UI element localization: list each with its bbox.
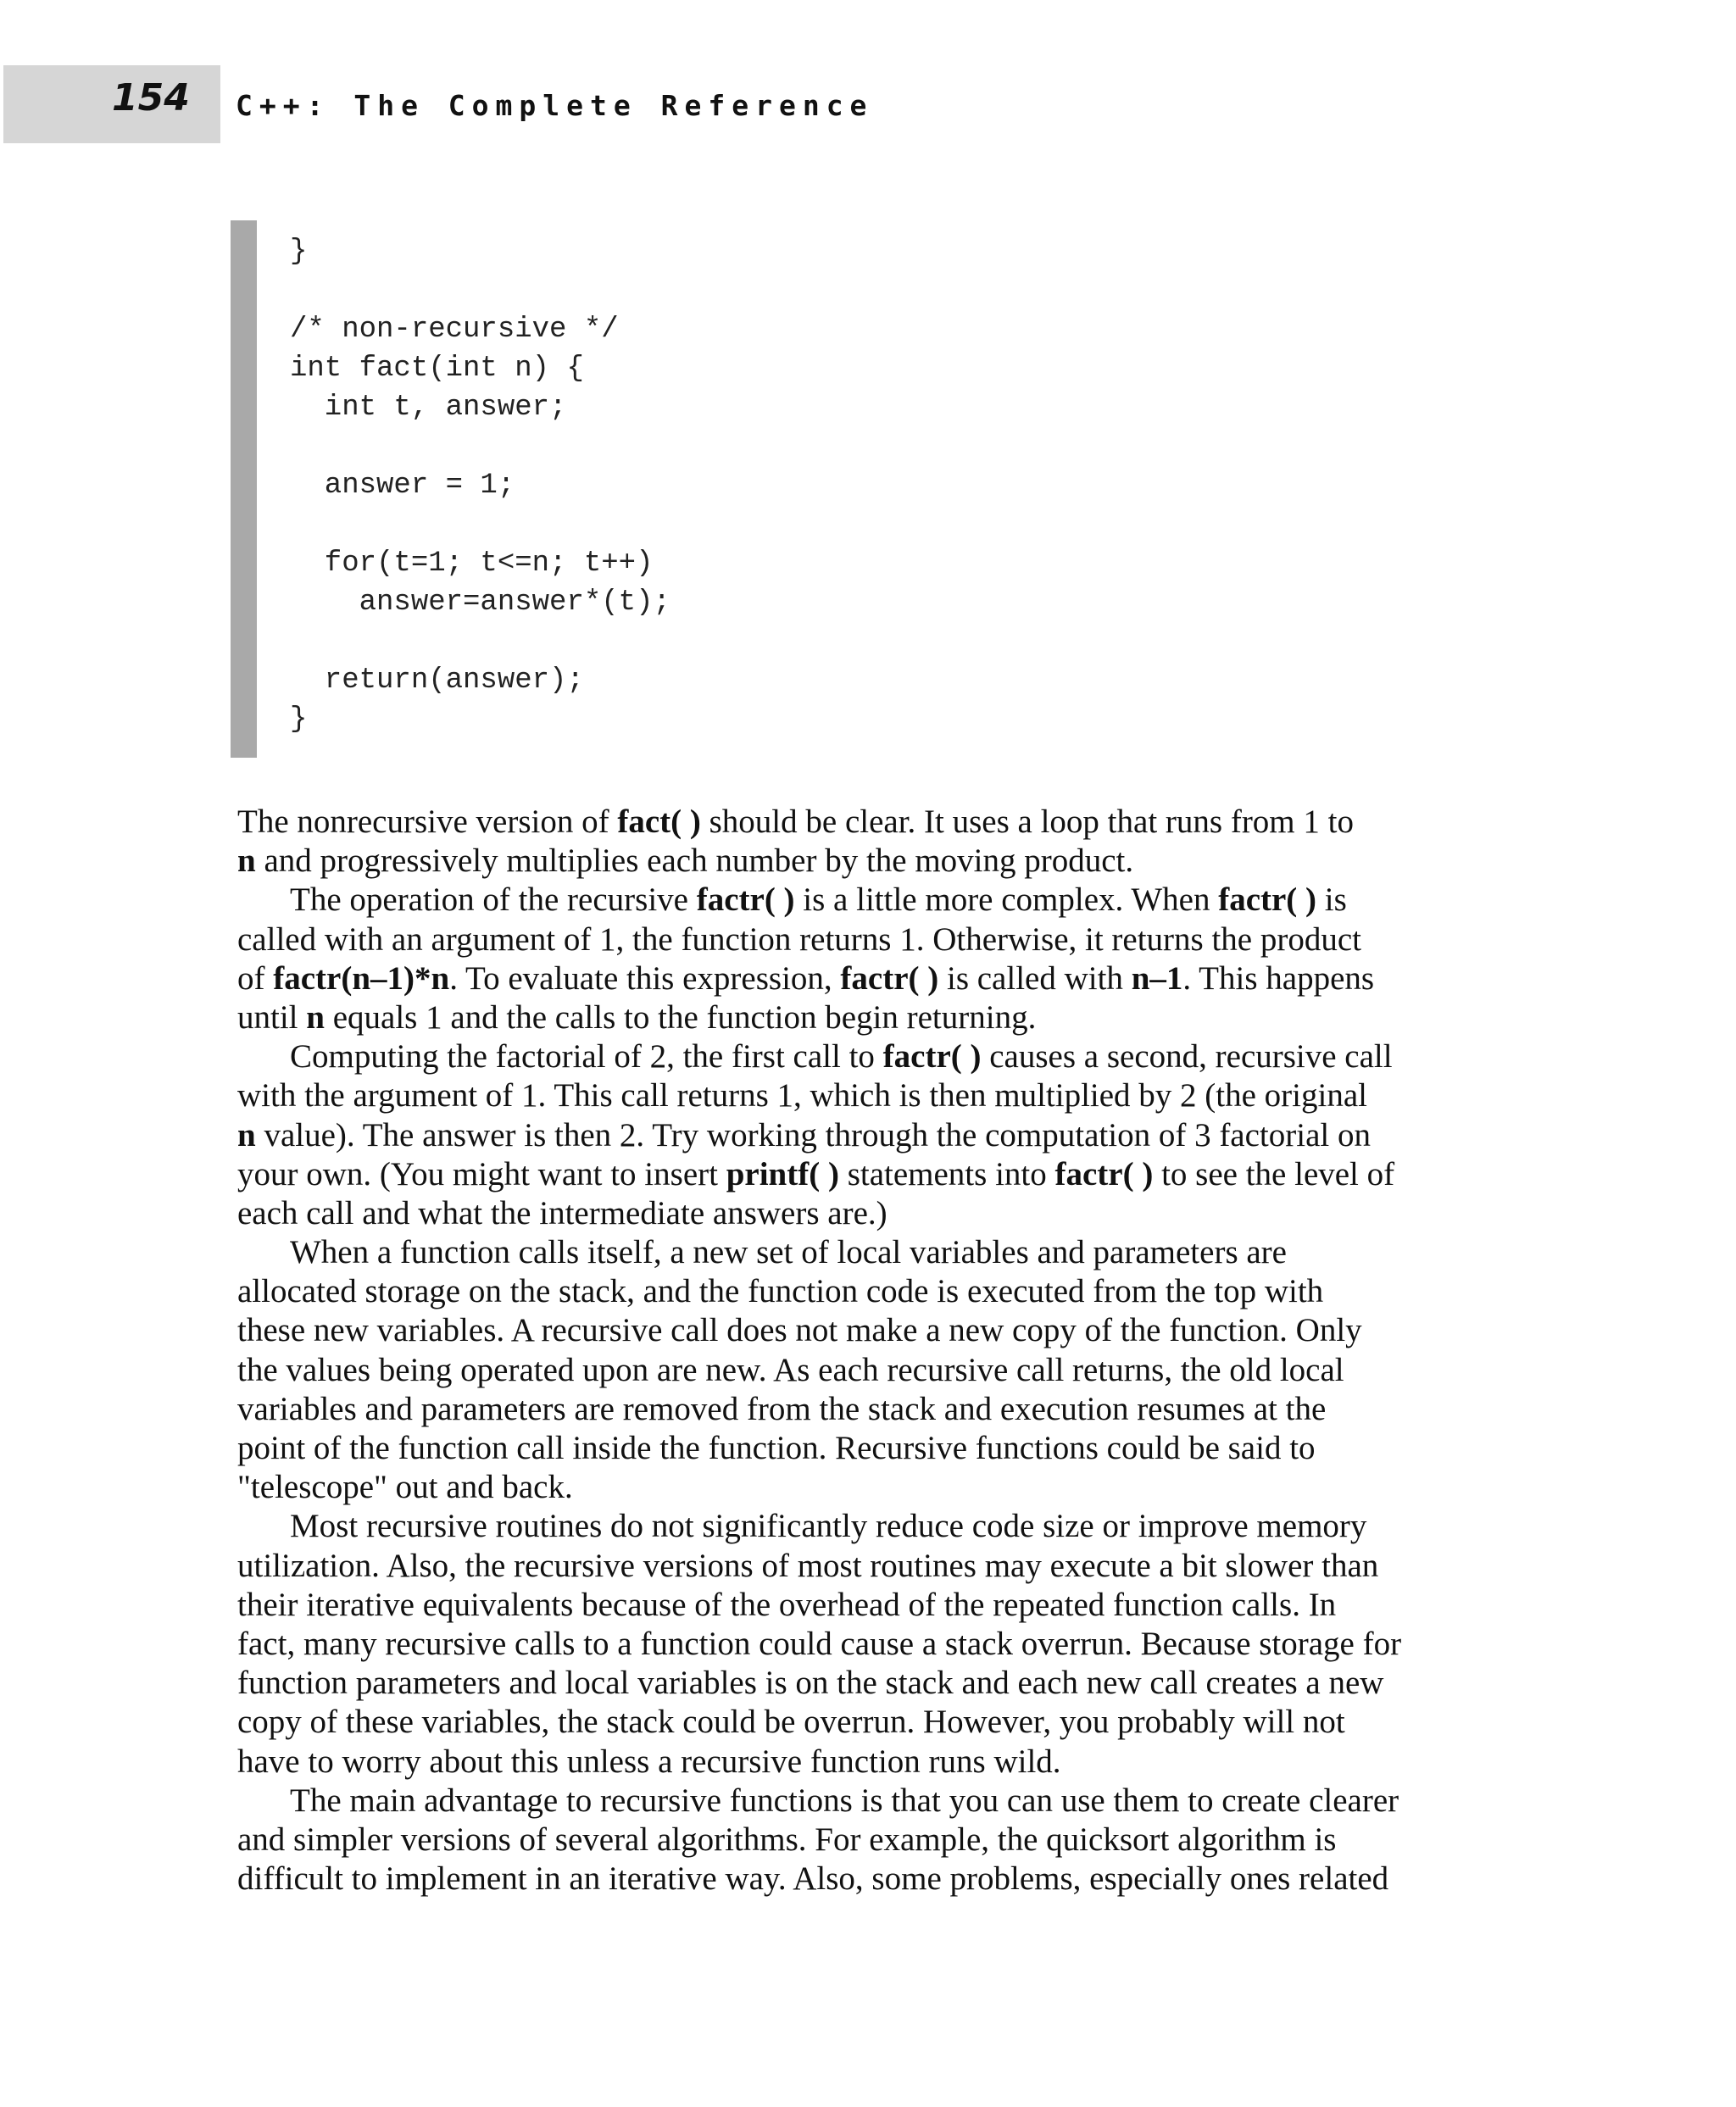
text-line	[237, 1507, 1492, 1546]
code-term: factr( )	[1218, 881, 1317, 919]
text-line	[237, 998, 1492, 1037]
text-line	[237, 1116, 1492, 1155]
text-line	[237, 1351, 1492, 1390]
code-listing	[290, 232, 670, 739]
code-line	[290, 505, 670, 544]
code-term: n	[237, 842, 256, 880]
text-span: these new variables. A recursive call does not make a new copy of the function. Only	[237, 1312, 1362, 1349]
text-line	[237, 1233, 1492, 1272]
text-span: fact, many recursive calls to a function could cause a stack overrun. Because storage for	[237, 1625, 1402, 1662]
text-line	[237, 842, 1492, 881]
code-line	[290, 622, 670, 661]
text-line	[237, 1037, 1492, 1076]
text-line	[237, 1743, 1492, 1782]
text-span: causes a second, recursive call	[981, 1038, 1393, 1076]
text-line	[237, 920, 1492, 959]
text-span: each call and what the intermediate answers are.)	[237, 1194, 887, 1231]
code-line: int fact(int n) {	[290, 353, 584, 385]
text-line	[237, 1625, 1492, 1664]
text-span: statements into	[838, 1155, 1055, 1192]
text-span: copy of these variables, the stack could be overrun. However, you probably will not	[237, 1704, 1345, 1741]
text-line	[237, 1468, 1492, 1507]
text-line	[237, 1586, 1492, 1625]
text-span: the values being operated upon are new. As each recursive call returns, the old local	[237, 1351, 1344, 1388]
text-span: . This happens	[1182, 959, 1375, 997]
text-span: their iterative equivalents because of the overhead of the repeated function calls. In	[237, 1586, 1337, 1623]
text-line	[237, 1664, 1492, 1703]
text-span: is	[1316, 881, 1347, 919]
text-span: should be clear. It uses a loop that runs from 1 to	[700, 803, 1354, 840]
code-line: for(t=1; t<=n; t++)	[290, 548, 654, 580]
code-line: return(answer);	[290, 664, 584, 697]
text-line	[237, 959, 1492, 998]
code-term: n	[237, 1116, 256, 1154]
text-span: Computing the factorial of 2, the first call to	[290, 1038, 883, 1076]
text-line	[237, 1821, 1492, 1860]
text-span: your own. (You might want to insert	[237, 1155, 726, 1192]
code-line	[290, 427, 670, 466]
text-span: difficult to implement in an iterative way. Also, some problems, especially ones related	[237, 1860, 1389, 1898]
text-line	[237, 1429, 1492, 1468]
code-line: int t, answer;	[290, 392, 567, 424]
code-line: answer = 1;	[290, 470, 515, 502]
text-line	[237, 881, 1492, 920]
text-span: is a little more complex. When	[794, 881, 1219, 919]
code-term: printf( )	[726, 1155, 839, 1192]
code-term: n	[306, 998, 325, 1036]
code-line: answer=answer*(t);	[290, 587, 670, 619]
text-line	[237, 1311, 1492, 1350]
text-line	[237, 803, 1492, 842]
text-span: with the argument of 1. This call returns 1, which is then multiplied by 2 (the original	[237, 1077, 1367, 1115]
text-line	[237, 1782, 1492, 1821]
text-span: and simpler versions of several algorithms. For example, the quicksort algorithm is	[237, 1821, 1337, 1858]
text-span: have to worry about this unless a recursive function runs wild.	[237, 1743, 1061, 1780]
text-line	[237, 1155, 1492, 1194]
text-span: and progressively multiplies each number by the moving product.	[255, 842, 1134, 880]
text-span: is called with	[938, 959, 1132, 997]
text-span: variables and parameters are removed from the stack and execution resumes at the	[237, 1390, 1327, 1427]
code-block-sidebar	[231, 220, 257, 758]
text-span: allocated storage on the stack, and the function code is executed from the top with	[237, 1273, 1324, 1310]
code-term: factr( )	[1054, 1155, 1154, 1192]
text-span: When a function calls itself, a new set of local variables and parameters are	[290, 1234, 1287, 1271]
text-span: The main advantage to recursive functions is that you can use them to create clearer	[290, 1782, 1399, 1819]
body-text	[237, 803, 1492, 1899]
text-span: called with an argument of 1, the function returns 1. Otherwise, it returns the product	[237, 920, 1361, 958]
text-line	[237, 1860, 1492, 1899]
text-span: equals 1 and the calls to the function begin returning.	[324, 998, 1037, 1036]
code-line	[290, 271, 670, 310]
page-number: 154	[112, 76, 190, 120]
text-span: The operation of the recursive	[290, 881, 697, 919]
code-term: factr( )	[882, 1038, 982, 1076]
code-term: fact( )	[617, 803, 701, 840]
text-span: point of the function call inside the function. Recursive functions could be said to	[237, 1430, 1316, 1466]
text-line	[237, 1390, 1492, 1429]
text-span: of	[237, 959, 274, 997]
code-term: factr(n–1)*n	[273, 959, 450, 997]
code-line: }	[290, 703, 308, 736]
text-span: value). The answer is then 2. Try working through the computation of 3 factorial on	[255, 1116, 1371, 1154]
text-span: utilization. Also, the recursive versions of most routines may execute a bit slower than	[237, 1547, 1379, 1584]
text-span: . To evaluate this expression,	[449, 959, 841, 997]
text-span: function parameters and local variables is on the stack and each new call creates a new	[237, 1665, 1384, 1702]
text-line	[237, 1272, 1492, 1311]
text-span: Most recursive routines do not significantly reduce code size or improve memory	[290, 1508, 1367, 1545]
text-line	[237, 1194, 1492, 1233]
code-term: factr( )	[696, 881, 795, 919]
text-span: The nonrecursive version of	[237, 803, 618, 840]
text-line	[237, 1703, 1492, 1742]
text-line	[237, 1547, 1492, 1586]
code-line: /* non-recursive */	[290, 314, 619, 346]
code-term: n–1	[1131, 959, 1183, 997]
running-head-title: C++: The Complete Reference	[236, 89, 874, 122]
text-line	[237, 1076, 1492, 1115]
text-span: until	[237, 998, 307, 1036]
text-span: "telescope" out and back.	[237, 1469, 573, 1506]
text-span: to see the level of	[1153, 1155, 1395, 1192]
code-term: factr( )	[840, 959, 939, 997]
code-line: }	[290, 236, 308, 268]
